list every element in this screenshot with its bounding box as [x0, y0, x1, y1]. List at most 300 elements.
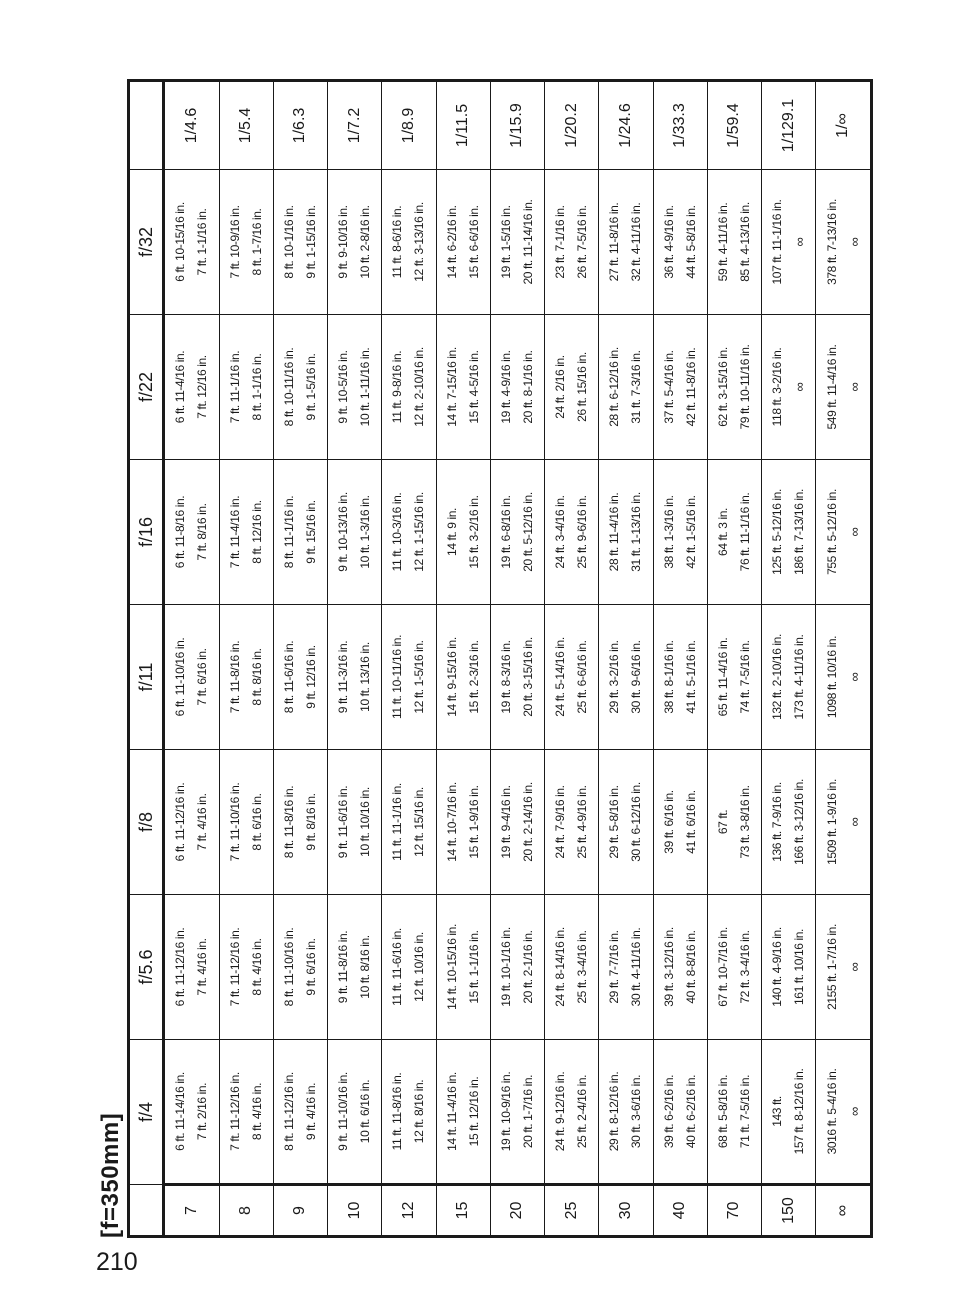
near-limit: 39 ft. 3-12/16 in.	[661, 927, 676, 1007]
dof-cell	[653, 750, 707, 895]
dof-cell	[816, 170, 872, 315]
far-limit: ∞	[846, 817, 862, 827]
far-limit: ∞	[846, 962, 862, 972]
dof-cell	[164, 460, 220, 605]
far-limit: 9 ft. 1-5/16 in.	[303, 353, 318, 421]
dof-cell	[164, 315, 220, 460]
far-limit: 42 ft. 1-5/16 in.	[683, 495, 698, 569]
near-limit: 8 ft. 11-10/16 in.	[281, 927, 296, 1007]
far-limit: 30 ft. 6-12/16 in.	[629, 782, 644, 862]
dof-cell	[707, 170, 761, 315]
table-row	[653, 81, 707, 1237]
depth-of-field-table	[127, 79, 873, 1238]
dof-cell	[382, 315, 436, 460]
far-limit: 8 ft. 4/16 in.	[249, 938, 264, 996]
dof-cell	[545, 170, 599, 315]
dof-cell	[273, 170, 327, 315]
dof-cell	[816, 460, 872, 605]
near-limit: 62 ft. 3-15/16 in.	[715, 347, 730, 427]
near-limit: 3016 ft. 5-4/16 in.	[824, 1068, 839, 1155]
far-limit: 10 ft. 13/16 in.	[358, 642, 373, 712]
near-limit: 29 ft. 5-8/16 in.	[607, 785, 622, 859]
near-limit: 7 ft. 11-12/16 in.	[227, 927, 242, 1007]
near-limit: 1098 ft. 10/16 in.	[824, 635, 839, 719]
near-limit: 38 ft. 8-1/16 in.	[661, 640, 676, 714]
distance-label: 8	[219, 1185, 273, 1237]
far-limit: ∞	[792, 382, 808, 392]
table-row	[545, 81, 599, 1237]
near-limit: 19 ft. 4-9/16 in.	[498, 350, 513, 424]
dof-cell	[707, 460, 761, 605]
near-limit: 143 ft.	[770, 1096, 785, 1127]
far-limit: 26 ft. 7-5/16 in.	[575, 205, 590, 279]
far-limit: 15 ft. 6-6/16 in.	[466, 205, 481, 279]
near-limit: 8 ft. 11-12/16 in.	[281, 1072, 296, 1151]
exposure-factor: 1/33.3	[653, 81, 707, 170]
far-limit: 186 ft. 7-13/16 in.	[792, 489, 807, 575]
far-limit: 30 ft. 4-11/16 in.	[629, 927, 644, 1007]
dof-cell	[762, 895, 816, 1040]
dof-cell	[436, 170, 490, 315]
near-limit: 11 ft. 11-1/16 in.	[390, 783, 405, 861]
dof-cell	[164, 895, 220, 1040]
near-limit: 140 ft. 4-9/16 in.	[770, 927, 785, 1007]
exposure-factor: 1/7.2	[328, 81, 382, 170]
far-limit: 8 ft. 6/16 in.	[249, 793, 264, 851]
dof-cell	[545, 315, 599, 460]
near-limit: 24 ft. 8-14/16 in.	[553, 927, 568, 1007]
dof-cell	[328, 460, 382, 605]
distance-label: ∞	[816, 1185, 872, 1237]
near-limit: 23 ft. 7-1/16 in.	[553, 205, 568, 279]
far-limit: 8 ft. 8/16 in.	[249, 648, 264, 706]
dof-cell	[816, 605, 872, 750]
far-limit: 10 ft. 1-11/16 in.	[358, 347, 373, 427]
page-number: 210	[96, 1248, 138, 1276]
column-header-aperture: f/11	[129, 605, 164, 750]
near-limit: 11 ft. 11-8/16 in.	[390, 1072, 405, 1151]
table-row	[273, 81, 327, 1237]
far-limit: ∞	[846, 1107, 862, 1116]
exposure-factor: 1/15.9	[490, 81, 544, 170]
far-limit: 7 ft. 6/16 in.	[195, 648, 210, 706]
dof-cell	[436, 315, 490, 460]
dof-cell	[707, 1040, 761, 1185]
far-limit: 8 ft. 1-1/16 in.	[249, 353, 264, 421]
dof-cell	[490, 1040, 544, 1185]
distance-label: 9	[273, 1185, 327, 1237]
dof-cell	[599, 315, 653, 460]
near-limit: 8 ft. 10-11/16 in.	[281, 347, 296, 427]
dof-cell	[328, 315, 382, 460]
near-limit: 24 ft. 7-9/16 in.	[553, 785, 568, 859]
near-limit: 29 ft. 8-12/16 in.	[607, 1071, 622, 1152]
near-limit: 2155 ft. 1-7/16 in.	[824, 924, 839, 1010]
far-limit: 12 ft. 15/16 in.	[412, 787, 427, 857]
near-limit: 9 ft. 11-6/16 in.	[336, 785, 351, 859]
far-limit: 10 ft. 10/16 in.	[358, 787, 373, 857]
near-limit: 8 ft. 10-1/16 in.	[281, 205, 296, 279]
near-limit: 37 ft. 5-4/16 in.	[661, 350, 676, 424]
exposure-factor: 1/4.6	[164, 81, 220, 170]
near-limit: 378 ft. 7-13/16 in.	[824, 199, 839, 285]
far-limit: 20 ft. 1-7/16 in.	[520, 1074, 535, 1149]
dof-cell	[219, 1040, 273, 1185]
near-limit: 9 ft. 11-3/16 in.	[336, 640, 351, 714]
far-limit: 157 ft. 8-12/16 in.	[792, 1068, 807, 1155]
near-limit: 65 ft. 11-4/16 in.	[715, 637, 730, 717]
far-limit: 7 ft. 2/16 in.	[195, 1082, 210, 1141]
near-limit: 36 ft. 4-9/16 in.	[661, 205, 676, 279]
near-limit: 7 ft. 11-4/16 in.	[227, 495, 242, 569]
far-limit: 76 ft. 11-1/16 in.	[737, 492, 752, 572]
far-limit: 10 ft. 8/16 in.	[358, 935, 373, 999]
near-limit: 64 ft. 3 in.	[715, 508, 730, 556]
far-limit: 9 ft. 6/16 in.	[303, 938, 318, 996]
near-limit: 59 ft. 4-11/16 in.	[715, 202, 730, 282]
far-limit: 15 ft. 12/16 in.	[466, 1076, 481, 1147]
header-corner	[129, 1185, 164, 1237]
near-limit: 9 ft. 10-5/16 in.	[336, 350, 351, 424]
exposure-factor: 1/59.4	[707, 81, 761, 170]
near-limit: 19 ft. 6-8/16 in.	[498, 495, 513, 569]
far-limit: 7 ft. 4/16 in.	[195, 793, 210, 851]
near-limit: 7 ft. 11-1/16 in.	[227, 350, 242, 424]
near-limit: 6 ft. 11-4/16 in.	[173, 350, 188, 424]
distance-label: 30	[599, 1185, 653, 1237]
near-limit: 14 ft. 10-15/16 in.	[444, 924, 459, 1010]
far-limit: ∞	[846, 527, 862, 537]
near-limit: 6 ft. 11-10/16 in.	[173, 637, 188, 717]
column-header-aperture: f/8	[129, 750, 164, 895]
far-limit: 15 ft. 3-2/16 in.	[466, 495, 481, 569]
near-limit: 19 ft. 8-3/16 in.	[498, 640, 513, 714]
dof-cell	[219, 315, 273, 460]
dof-cell	[436, 605, 490, 750]
far-limit: 31 ft. 1-13/16 in.	[629, 492, 644, 572]
far-limit: 173 ft. 4-11/16 in.	[792, 634, 807, 720]
table-row	[599, 81, 653, 1237]
dof-cell	[707, 895, 761, 1040]
far-limit: 20 ft. 3-15/16 in.	[520, 637, 535, 717]
near-limit: 7 ft. 10-9/16 in.	[227, 205, 242, 279]
dof-cell	[599, 750, 653, 895]
far-limit: 9 ft. 4/16 in.	[303, 1082, 318, 1141]
far-limit: 79 ft. 10-11/16 in.	[737, 344, 752, 430]
table-row	[219, 81, 273, 1237]
dof-cell	[382, 750, 436, 895]
far-limit: 15 ft. 2-3/16 in.	[466, 640, 481, 714]
near-limit: 19 ft. 10-9/16 in.	[498, 1071, 513, 1152]
near-limit: 6 ft. 11-12/16 in.	[173, 782, 188, 862]
dof-cell	[382, 460, 436, 605]
dof-cell	[219, 895, 273, 1040]
far-limit: 85 ft. 4-13/16 in.	[737, 202, 752, 282]
dof-cell	[219, 750, 273, 895]
dof-cell	[436, 750, 490, 895]
dof-cell	[599, 1040, 653, 1185]
far-limit: 41 ft. 6/16 in.	[683, 790, 698, 854]
far-limit: 25 ft. 9-6/16 in.	[575, 495, 590, 569]
dof-cell	[382, 605, 436, 750]
dof-cell	[382, 895, 436, 1040]
table-row	[816, 81, 872, 1237]
dof-cell	[273, 1040, 327, 1185]
dof-cell	[762, 605, 816, 750]
dof-cell	[762, 1040, 816, 1185]
exposure-factor: 1/6.3	[273, 81, 327, 170]
dof-cell	[599, 605, 653, 750]
dof-cell	[328, 895, 382, 1040]
dof-cell	[653, 170, 707, 315]
dof-cell	[653, 605, 707, 750]
near-limit: 6 ft. 11-12/16 in.	[173, 927, 188, 1007]
far-limit: ∞	[846, 237, 862, 247]
far-limit: 31 ft. 7-3/16 in.	[629, 350, 644, 424]
near-limit: 29 ft. 3-2/16 in.	[607, 640, 622, 714]
far-limit: 10 ft. 1-3/16 in.	[358, 495, 373, 569]
dof-cell	[273, 315, 327, 460]
near-limit: 6 ft. 10-15/16 in.	[173, 202, 188, 282]
far-limit: 161 ft. 10/16 in.	[792, 929, 807, 1005]
near-limit: 7 ft. 11-12/16 in.	[227, 1072, 242, 1151]
dof-cell	[328, 605, 382, 750]
far-limit: ∞	[792, 237, 808, 247]
far-limit: 30 ft. 3-6/16 in.	[629, 1074, 644, 1149]
near-limit: 67 ft. 10-7/16 in.	[715, 927, 730, 1007]
far-limit: 20 ft. 2-1/16 in.	[520, 930, 535, 1004]
far-limit: 20 ft. 8-1/16 in.	[520, 350, 535, 424]
dof-cell	[273, 605, 327, 750]
rotated-content	[97, 80, 873, 1238]
near-limit: 11 ft. 10-3/16 in.	[390, 492, 405, 572]
dof-cell	[545, 895, 599, 1040]
dof-cell	[164, 170, 220, 315]
near-limit: 8 ft. 11-1/16 in.	[281, 495, 296, 569]
far-limit: 8 ft. 12/16 in.	[249, 500, 264, 564]
distance-label: 10	[328, 1185, 382, 1237]
dof-cell	[490, 750, 544, 895]
near-limit: 11 ft. 8-6/16 in.	[390, 205, 405, 279]
far-limit: 15 ft. 1-1/16 in.	[466, 930, 481, 1004]
far-limit: 25 ft. 3-4/16 in.	[575, 930, 590, 1004]
far-limit: 74 ft. 7-5/16 in.	[737, 640, 752, 714]
column-header-exposure	[129, 81, 164, 170]
near-limit: 8 ft. 11-8/16 in.	[281, 785, 296, 859]
distance-label: 12	[382, 1185, 436, 1237]
dof-cell	[273, 460, 327, 605]
dof-cell	[599, 170, 653, 315]
near-limit: 132 ft. 2-10/16 in.	[770, 634, 785, 720]
far-limit: 20 ft. 11-14/16 in.	[520, 199, 535, 285]
far-limit: 73 ft. 3-8/16 in.	[737, 785, 752, 859]
near-limit: 11 ft. 10-11/16 in.	[390, 634, 405, 720]
dof-cell	[762, 750, 816, 895]
near-limit: 9 ft. 11-8/16 in.	[336, 930, 351, 1004]
far-limit: 7 ft. 4/16 in.	[195, 938, 210, 996]
far-limit: 20 ft. 2-14/16 in.	[520, 782, 535, 862]
header-row	[129, 81, 164, 1237]
dof-cell	[328, 1040, 382, 1185]
dof-cell	[219, 605, 273, 750]
dof-cell	[328, 750, 382, 895]
distance-label: 40	[653, 1185, 707, 1237]
dof-cell	[164, 605, 220, 750]
exposure-factor: 1/20.2	[545, 81, 599, 170]
dof-cell	[545, 605, 599, 750]
dof-cell	[436, 1040, 490, 1185]
distance-label: 150	[762, 1185, 816, 1237]
dof-cell	[164, 750, 220, 895]
far-limit: 15 ft. 1-9/16 in.	[466, 785, 481, 859]
dof-cell	[164, 1040, 220, 1185]
table-row	[762, 81, 816, 1237]
far-limit: 9 ft. 8/16 in.	[303, 793, 318, 851]
far-limit: 12 ft. 3-13/16 in.	[412, 202, 427, 282]
near-limit: 38 ft. 1-3/16 in.	[661, 495, 676, 569]
near-limit: 9 ft. 11-10/16 in.	[336, 1072, 351, 1151]
far-limit: 9 ft. 1-15/16 in.	[303, 205, 318, 279]
far-limit: 42 ft. 11-8/16 in.	[683, 347, 698, 427]
dof-cell	[653, 315, 707, 460]
dof-cell	[816, 1040, 872, 1185]
table-row	[436, 81, 490, 1237]
dof-cell	[436, 460, 490, 605]
far-limit: 25 ft. 2-4/16 in.	[575, 1074, 590, 1149]
far-limit: 26 ft. 15/16 in.	[575, 352, 590, 422]
dof-cell	[816, 315, 872, 460]
table-row	[328, 81, 382, 1237]
far-limit: 8 ft. 4/16 in.	[249, 1082, 264, 1141]
dof-cell	[490, 460, 544, 605]
dof-cell	[382, 1040, 436, 1185]
dof-cell	[436, 895, 490, 1040]
dof-cell	[762, 315, 816, 460]
near-limit: 14 ft. 6-2/16 in.	[444, 205, 459, 279]
dof-cell	[599, 460, 653, 605]
table-row	[707, 81, 761, 1237]
near-limit: 29 ft. 7-7/16 in.	[607, 930, 622, 1004]
far-limit: ∞	[846, 382, 862, 392]
exposure-factor: 1/24.6	[599, 81, 653, 170]
near-limit: 9 ft. 10-13/16 in.	[336, 492, 351, 572]
distance-label: 7	[164, 1185, 220, 1237]
dof-cell	[653, 1040, 707, 1185]
table-row	[382, 81, 436, 1237]
far-limit: 30 ft. 9-6/16 in.	[629, 640, 644, 714]
dof-cell	[490, 895, 544, 1040]
table-row	[490, 81, 544, 1237]
near-limit: 19 ft. 10-1/16 in.	[498, 927, 513, 1007]
dof-cell	[545, 750, 599, 895]
near-limit: 24 ft. 5-14/16 in.	[553, 637, 568, 717]
dof-cell	[273, 895, 327, 1040]
near-limit: 136 ft. 7-9/16 in.	[770, 782, 785, 862]
dof-cell	[762, 170, 816, 315]
far-limit: 12 ft. 1-15/16 in.	[412, 492, 427, 572]
focal-length-heading: [f=350mm]	[97, 1112, 124, 1238]
far-limit: 71 ft. 7-5/16 in.	[737, 1074, 752, 1149]
column-header-aperture: f/4	[129, 1040, 164, 1185]
far-limit: 44 ft. 5-8/16 in.	[683, 205, 698, 279]
near-limit: 28 ft. 6-12/16 in.	[607, 347, 622, 427]
dof-cell	[762, 460, 816, 605]
near-limit: 11 ft. 11-6/16 in.	[390, 928, 405, 1006]
near-limit: 11 ft. 9-8/16 in.	[390, 350, 405, 424]
near-limit: 6 ft. 11-8/16 in.	[173, 495, 188, 569]
dof-cell	[816, 750, 872, 895]
far-limit: 15 ft. 4-5/16 in.	[466, 350, 481, 424]
far-limit: 12 ft. 1-5/16 in.	[412, 640, 427, 714]
dof-cell	[599, 895, 653, 1040]
table-row	[164, 81, 220, 1237]
exposure-factor: 1/5.4	[219, 81, 273, 170]
column-header-aperture: f/5.6	[129, 895, 164, 1040]
dof-cell	[707, 315, 761, 460]
near-limit: 125 ft. 5-12/16 in.	[770, 489, 785, 575]
near-limit: 24 ft. 2/16 in.	[553, 355, 568, 419]
far-limit: 12 ft. 2-10/16 in.	[412, 347, 427, 427]
near-limit: 39 ft. 6/16 in.	[661, 790, 676, 854]
far-limit: 72 ft. 3-4/16 in.	[737, 930, 752, 1004]
far-limit: 20 ft. 5-12/16 in.	[520, 492, 535, 572]
near-limit: 107 ft. 11-1/16 in.	[770, 199, 785, 285]
far-limit: 41 ft. 5-1/16 in.	[683, 640, 698, 714]
dof-cell	[545, 460, 599, 605]
far-limit: 9 ft. 15/16 in.	[303, 500, 318, 564]
near-limit: 6 ft. 11-14/16 in.	[173, 1072, 188, 1151]
near-limit: 27 ft. 11-8/16 in.	[607, 202, 622, 282]
distance-label: 15	[436, 1185, 490, 1237]
near-limit: 14 ft. 9-15/16 in.	[444, 637, 459, 717]
dof-cell	[707, 750, 761, 895]
near-limit: 14 ft. 11-4/16 in.	[444, 1072, 459, 1151]
far-limit: 7 ft. 8/16 in.	[195, 503, 210, 561]
near-limit: 9 ft. 9-10/16 in.	[336, 205, 351, 279]
near-limit: 24 ft. 9-12/16 in.	[553, 1071, 568, 1152]
far-limit: 32 ft. 4-11/16 in.	[629, 202, 644, 282]
far-limit: 40 ft. 6-2/16 in.	[683, 1074, 698, 1149]
column-header-aperture: f/32	[129, 170, 164, 315]
far-limit: 12 ft. 10/16 in.	[412, 932, 427, 1002]
dof-cell	[490, 315, 544, 460]
near-limit: 1509 ft. 1-9/16 in.	[824, 779, 839, 865]
near-limit: 19 ft. 1-5/16 in.	[498, 205, 513, 279]
near-limit: 67 ft.	[715, 809, 730, 835]
dof-cell	[707, 605, 761, 750]
near-limit: 14 ft. 7-15/16 in.	[444, 347, 459, 427]
near-limit: 549 ft. 11-4/16 in.	[824, 344, 839, 430]
far-limit: 40 ft. 8-8/16 in.	[683, 930, 698, 1004]
exposure-factor: 1/129.1	[762, 81, 816, 170]
exposure-factor: 1/11.5	[436, 81, 490, 170]
dof-cell	[490, 605, 544, 750]
far-limit: 9 ft. 12/16 in.	[303, 645, 318, 709]
near-limit: 755 ft. 5-12/16 in.	[824, 489, 839, 575]
near-limit: 68 ft. 5-8/16 in.	[715, 1074, 730, 1149]
exposure-factor: 1/∞	[816, 81, 872, 170]
dof-cell	[273, 750, 327, 895]
near-limit: 7 ft. 11-10/16 in.	[227, 782, 242, 862]
dof-cell	[490, 170, 544, 315]
dof-cell	[382, 170, 436, 315]
exposure-factor: 1/8.9	[382, 81, 436, 170]
distance-label: 20	[490, 1185, 544, 1237]
dof-cell	[545, 1040, 599, 1185]
near-limit: 7 ft. 11-8/16 in.	[227, 640, 242, 714]
near-limit: 14 ft. 10-7/16 in.	[444, 782, 459, 862]
dof-cell	[816, 895, 872, 1040]
